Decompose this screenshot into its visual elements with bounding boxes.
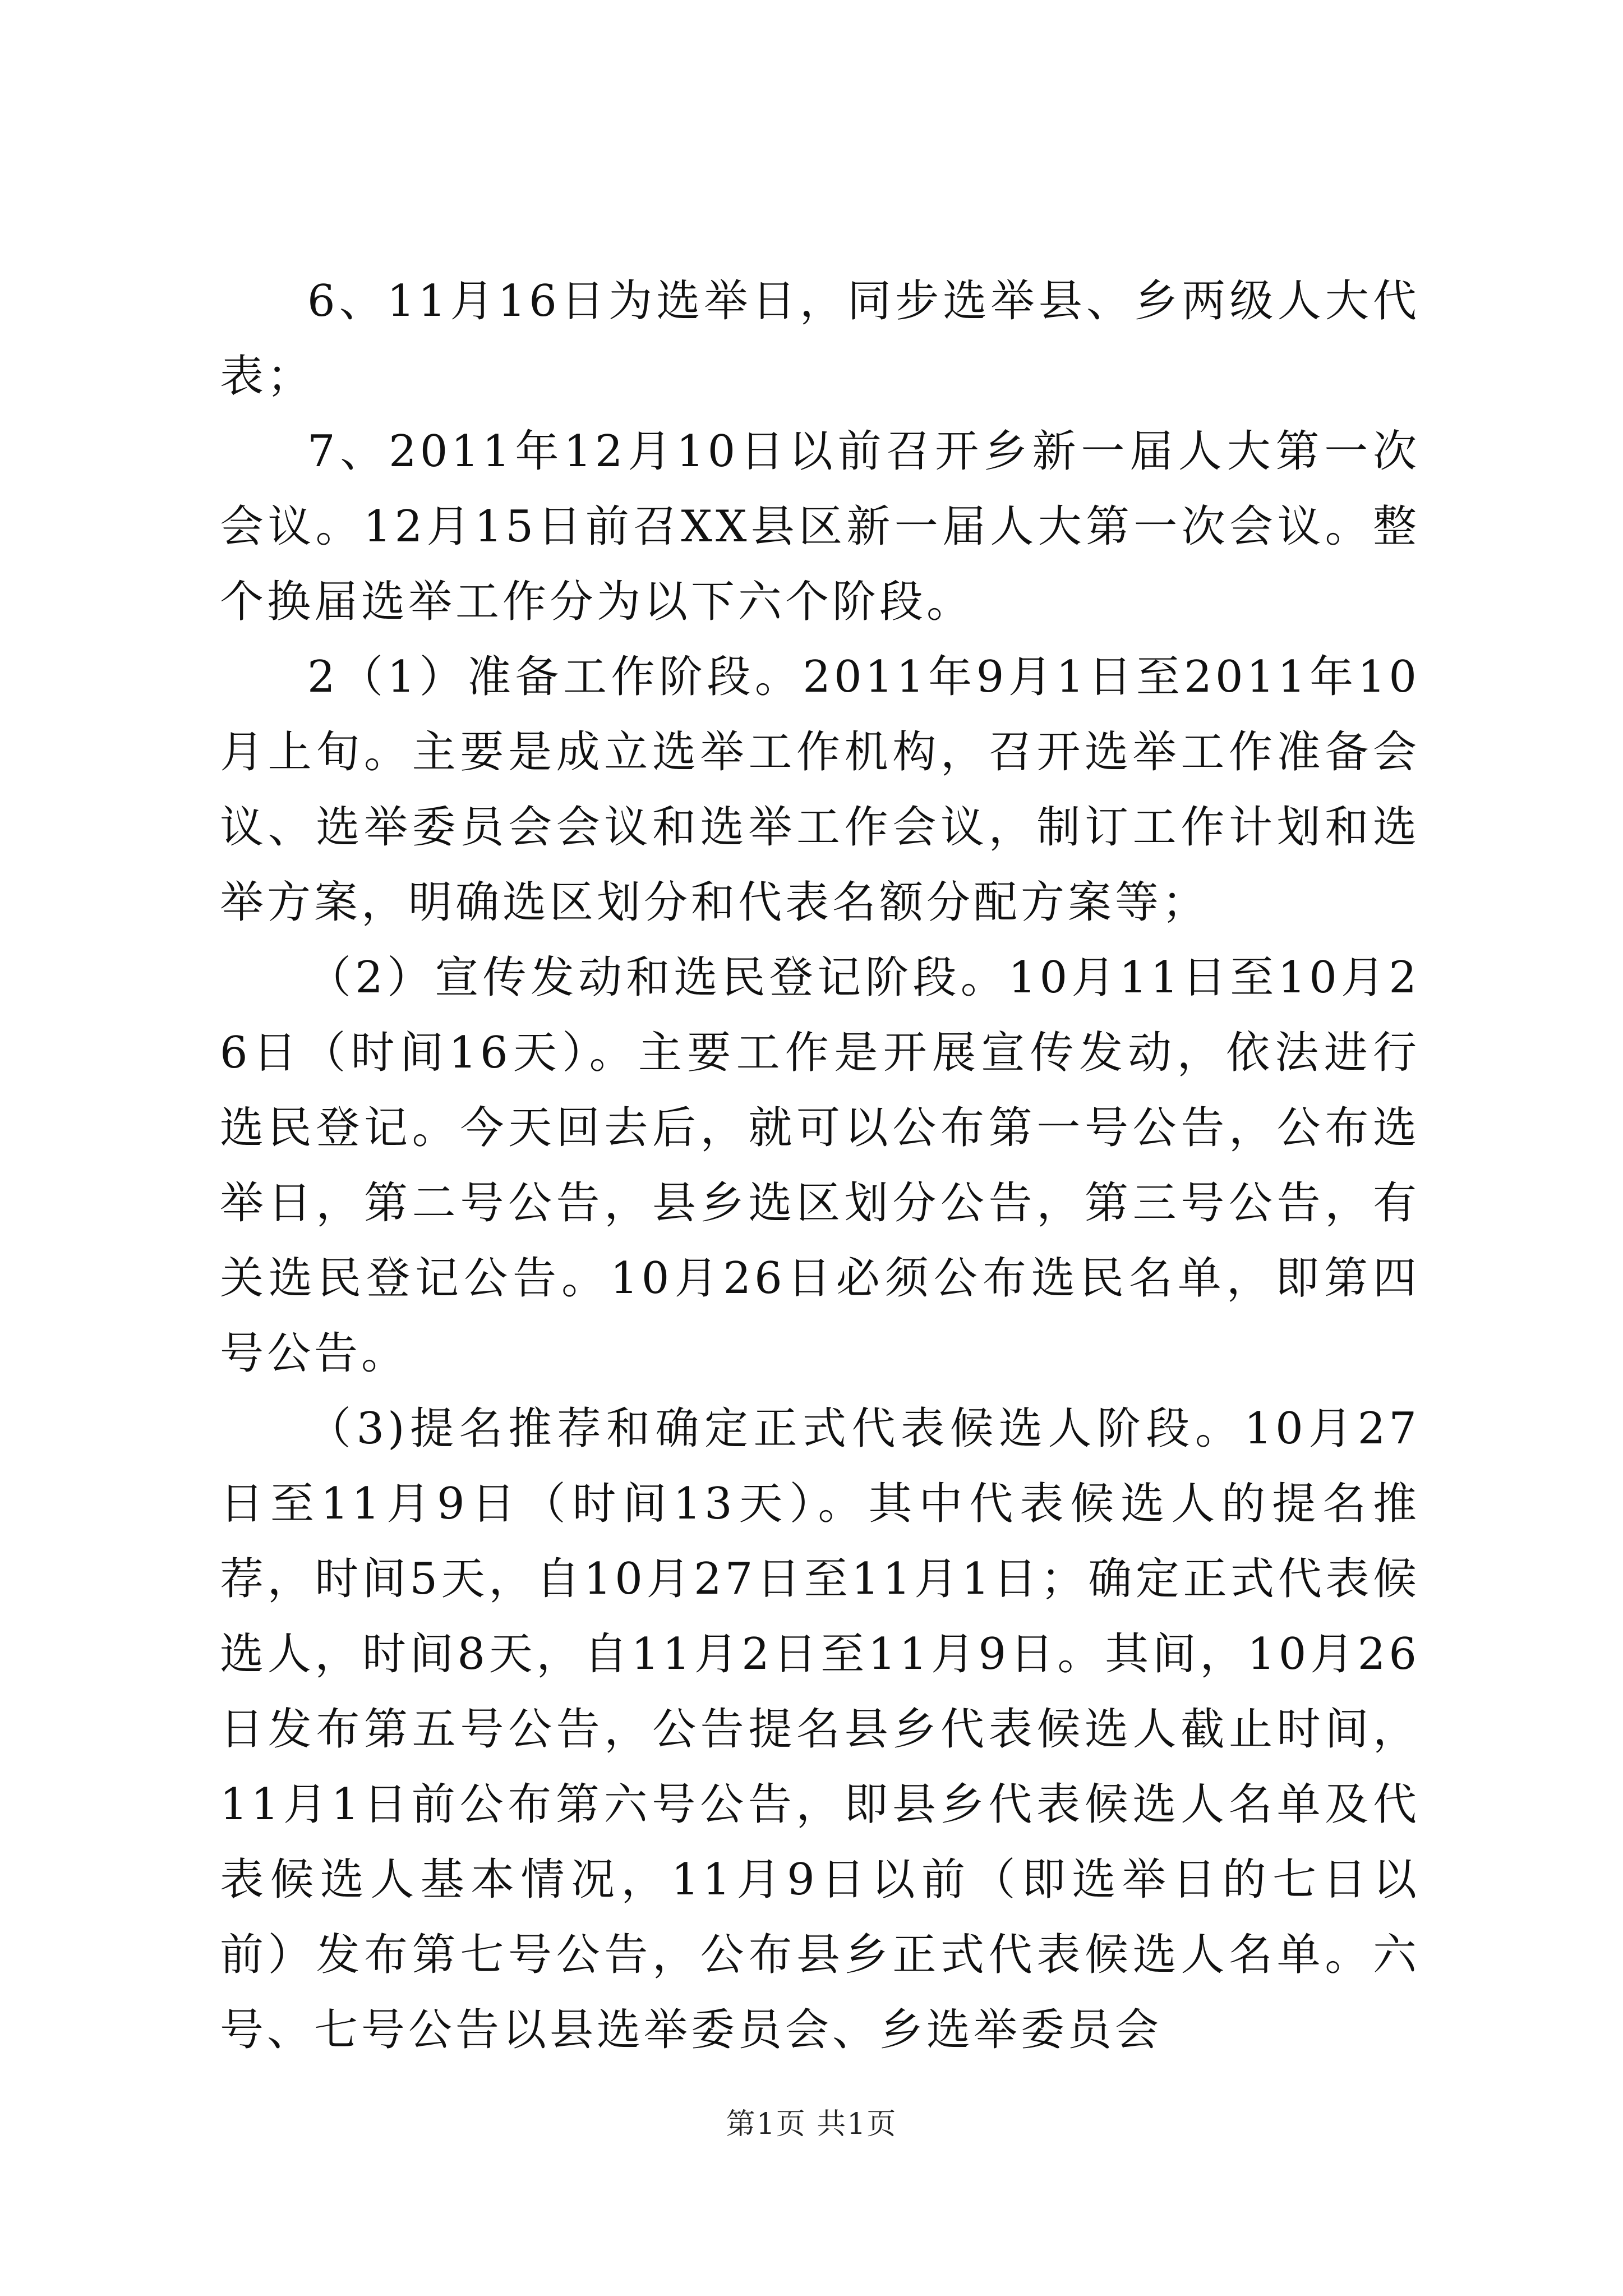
paragraph-first-session: 7、2011年12月10日以前召开乡新一届人大第一次会议。12月15日前召XX县区新一届人大第一次会议。整个换届选举工作分为以下六个阶段。 bbox=[220, 426, 1420, 627]
paragraph-candidate-nomination-stage: （3)提名推荐和确定正式代表候选人阶段。10月27日至11月9日（时间13天）。其中代表候选人的提名推荐，时间5天，自10月27日至11月1日；确定正式代表候选人，时间8天，自11月2日至11月9日。其间，10月26日发布第五号公告，公告提名县乡代表候选人截止时间，11月1日前公布第六号公告，即县乡代表候选人名单及代表候选人基本情况，11月9日以前（即选举日的七日以前）发布第七号公告，公布县乡正式代表候选人名单。六号、七号公告以县选举委员会、乡选举委员会 bbox=[220, 1404, 1420, 2055]
page-footer: 第1页 共1页 bbox=[726, 2108, 897, 2141]
paragraph-preparation-stage: 2（1）准备工作阶段。2011年9月1日至2011年10月上旬。主要是成立选举工作机构，召开选举工作准备会议、选举委员会会议和选举工作会议，制订工作计划和选举方案，明确选区划分和代表名额分配方案等； bbox=[220, 652, 1420, 928]
paragraph-voter-registration-stage: （2）宣传发动和选民登记阶段。10月11日至10月26日（时间16天）。主要工作是开展宣传发动，依法进行选民登记。今天回去后，就可以公布第一号公告，公布选举日，第二号公告，县乡选区划分公告，第三号公告，有关选民登记公告。10月26日必须公布选民名单，即第四号公告。 bbox=[220, 953, 1420, 1379]
paragraph-election-day: 6、11月16日为选举日，同步选举县、乡两级人大代表； bbox=[220, 276, 1420, 402]
document-body bbox=[220, 264, 1420, 2068]
